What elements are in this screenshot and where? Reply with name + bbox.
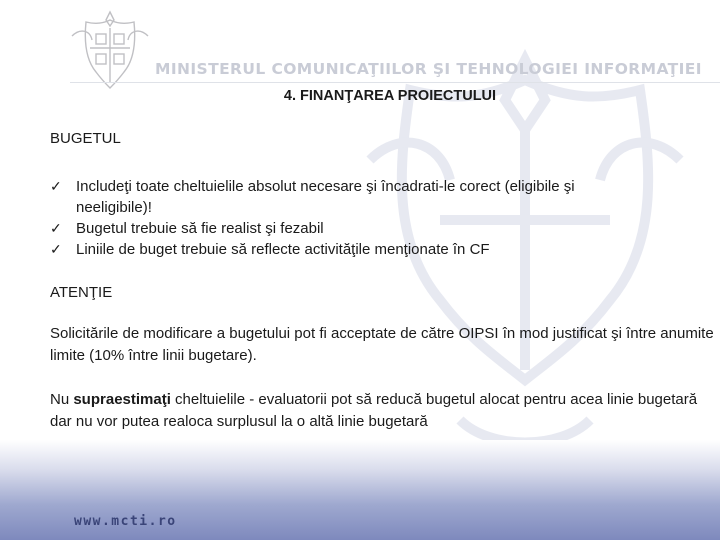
list-item-text: Liniile de buget trebuie să reflecte activităţile menţionate în CF: [76, 241, 490, 258]
list-item: [50, 239, 690, 260]
paragraph-supraestimare: [50, 389, 718, 433]
ministry-name: MINISTERUL COMUNICAŢIILOR ŞI TEHNOLOGIEI INFORMAŢIEI: [155, 60, 702, 78]
paragraph-emphasis: supraestimaţi: [73, 391, 171, 408]
list-item-text-continued: neeligibile)!: [76, 199, 152, 216]
list-item-text: Bugetul trebuie să fie realist şi fezabil: [76, 220, 324, 237]
buget-checklist: [50, 176, 690, 260]
check-icon: ✓: [50, 241, 62, 257]
list-item-text: Includeţi toate cheltuielile absolut necesare şi încadrati-le corect (eligibile şi: [76, 178, 575, 195]
list-item: [50, 218, 690, 239]
list-item: [50, 176, 690, 218]
paragraph-lead: Nu: [50, 391, 74, 408]
buget-heading: BUGETUL: [50, 130, 121, 147]
footer-url: www.mcti.ro: [74, 514, 177, 529]
atentie-heading: ATENŢIE: [50, 284, 113, 301]
slide-title: 4. FINANŢAREA PROIECTULUI: [283, 88, 497, 104]
paragraph-rest: cheltuielile - evaluatorii pot să reducă bugetul alocat pentru acea linie bugetară dar nu vor putea realoca surplusul la o altă linie bugetară: [50, 391, 698, 430]
divider: [70, 82, 720, 83]
check-icon: ✓: [50, 178, 62, 194]
check-icon: ✓: [50, 220, 62, 236]
paragraph-modificare: Solicitările de modificare a bugetului pot fi acceptate de către OIPSI în mod justificat şi între anumite limite (10% între linii bugetare).: [50, 325, 714, 364]
